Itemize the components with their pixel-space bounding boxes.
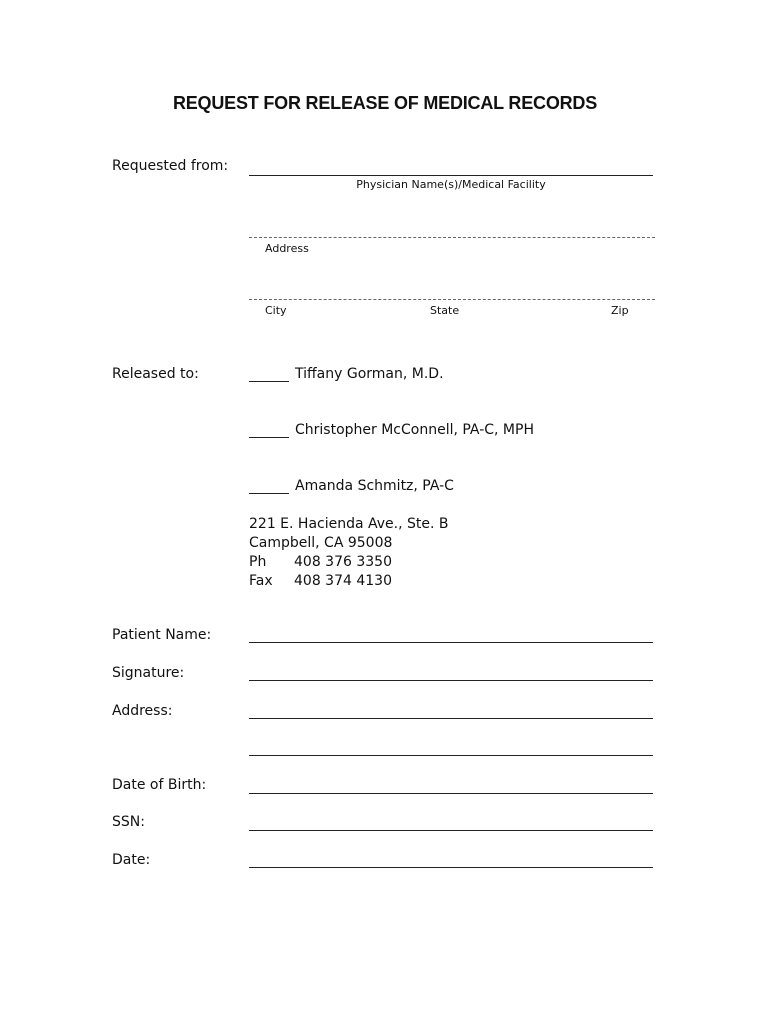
clinic-phone-row [249,553,449,572]
phone-value: 408 376 3350 [294,554,392,570]
patient-address-line-1[interactable] [249,718,653,719]
phone-label: Ph [249,554,267,570]
fax-value: 408 374 4130 [294,573,392,589]
provider-name: Tiffany Gorman, M.D. [295,366,444,382]
fax-label: Fax [249,573,273,589]
clinic-fax-row [249,572,449,591]
provider-check-blank[interactable] [249,479,289,494]
clinic-address-block [249,515,449,591]
signature-line[interactable] [249,680,653,681]
patient-address-label: Address: [112,703,173,719]
patient-name-label: Patient Name: [112,627,212,643]
released-to-label: Released to: [112,366,199,382]
physician-facility-caption: Physician Name(s)/Medical Facility [356,178,546,191]
provider-check-blank[interactable] [249,423,289,438]
requested-from-label: Requested from: [112,158,229,174]
requested-address-line[interactable] [249,237,655,238]
signature-label: Signature: [112,665,185,681]
clinic-address-line1: 221 E. Hacienda Ave., Ste. B [249,516,449,532]
provider-option-1[interactable] [249,366,444,382]
state-caption: State [430,304,460,317]
date-label: Date: [112,852,151,868]
form-title: REQUEST FOR RELEASE OF MEDICAL RECORDS [172,93,598,113]
physician-facility-line[interactable] [249,175,653,176]
provider-name: Amanda Schmitz, PA-C [295,478,454,494]
city-state-zip-line[interactable] [249,299,655,300]
ssn-label: SSN: [112,814,145,830]
address-caption: Address [265,242,309,255]
clinic-address-line2: Campbell, CA 95008 [249,535,393,551]
zip-caption: Zip [611,304,629,317]
provider-option-2[interactable] [249,422,534,438]
ssn-line[interactable] [249,830,653,831]
city-caption: City [265,304,287,317]
provider-name: Christopher McConnell, PA-C, MPH [295,422,534,438]
dob-line[interactable] [249,793,653,794]
dob-label: Date of Birth: [112,777,207,793]
patient-address-line-2[interactable] [249,755,653,756]
provider-check-blank[interactable] [249,367,289,382]
patient-name-line[interactable] [249,642,653,643]
date-line[interactable] [249,867,653,868]
provider-option-3[interactable] [249,478,454,494]
